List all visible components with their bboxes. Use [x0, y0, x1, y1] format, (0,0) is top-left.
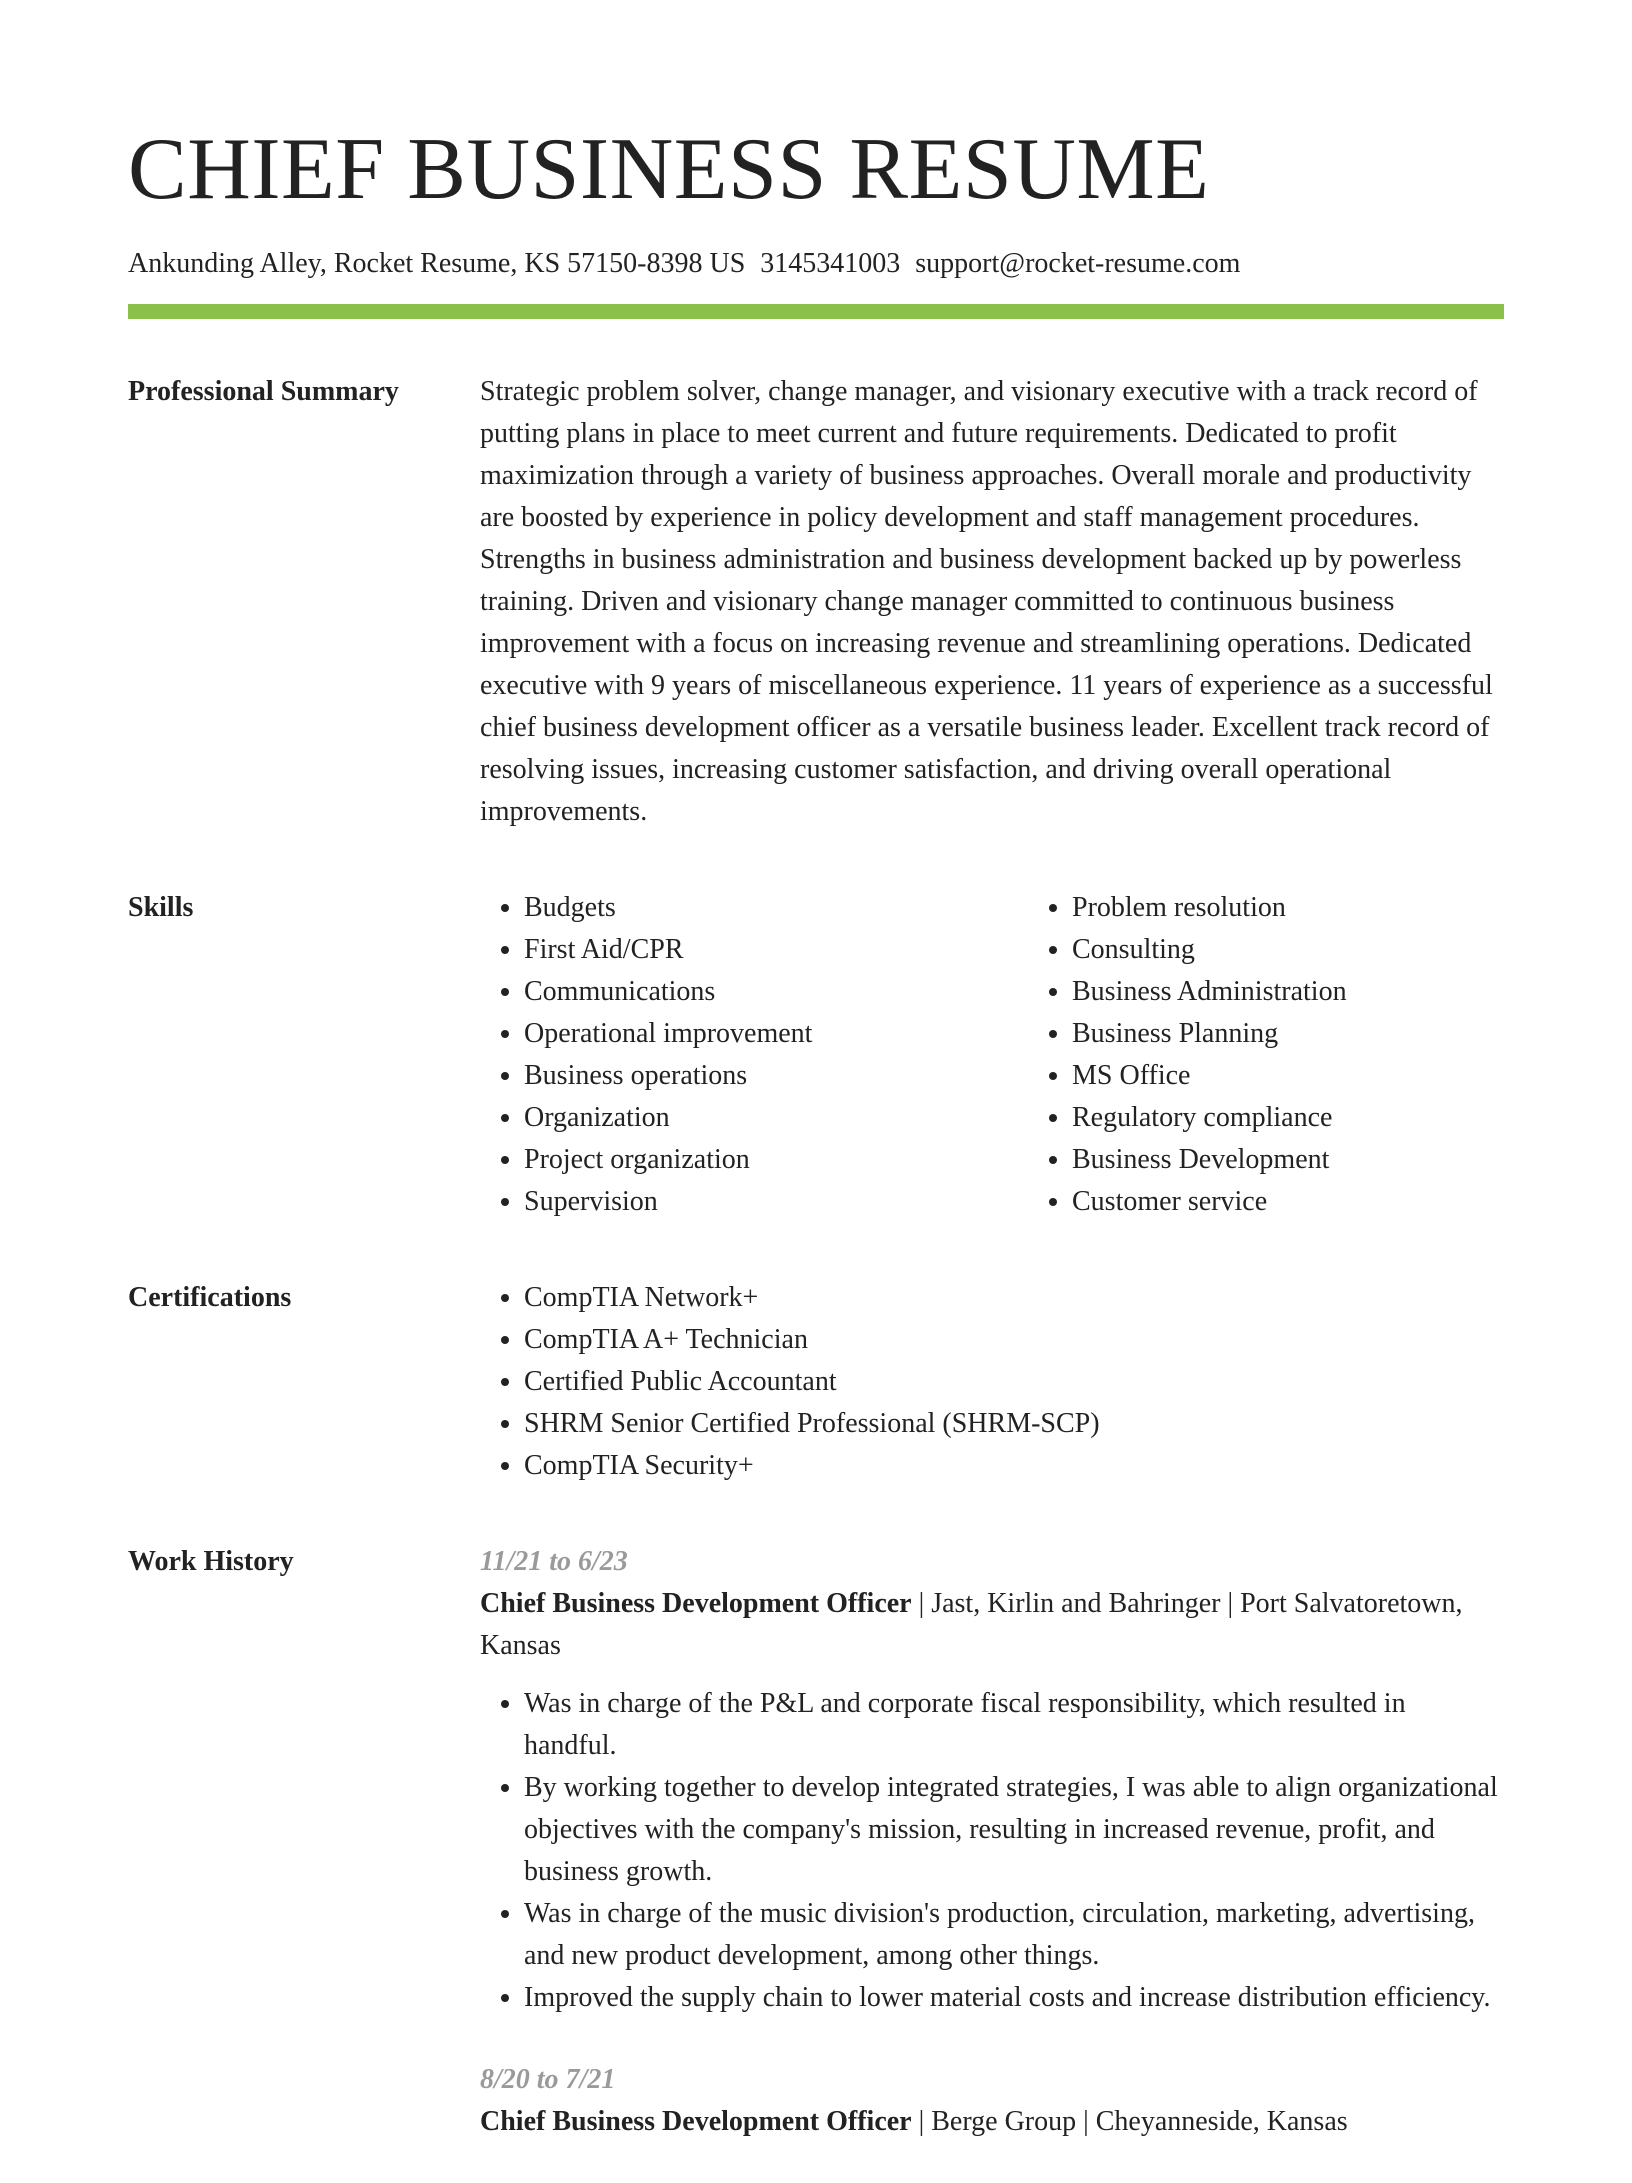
skills-grid [480, 887, 1504, 1223]
summary-body [480, 371, 1504, 833]
skills-heading: Skills [128, 892, 194, 923]
summary-heading: Professional Summary [128, 376, 399, 407]
summary-section [128, 371, 1504, 833]
job-bullet: • By working together to develop integrated strategies, I was able to align organizational objectives with the company's mission, resulting in increased revenue, profit, and business growth. [524, 1767, 1504, 1893]
skill-item: • Business Development [1072, 1139, 1504, 1181]
skills-section [128, 887, 1504, 1223]
skill-item: • Organization [524, 1097, 1028, 1139]
header-divider [128, 304, 1504, 319]
skill-item: • Business Planning [1072, 1013, 1504, 1055]
skill-item: • Operational improvement [524, 1013, 1028, 1055]
work-history-heading: Work History [128, 1546, 294, 1577]
certifications-list [480, 1277, 1504, 1487]
skills-list-right [1028, 887, 1504, 1223]
skill-item: • Communications [524, 971, 1028, 1013]
work-history-section [128, 1541, 1504, 2183]
skill-item: • First Aid/CPR [524, 929, 1028, 971]
skill-item: • Customer service [1072, 1181, 1504, 1223]
skill-item: • Business Administration [1072, 971, 1504, 1013]
skill-item: • Regulatory compliance [1072, 1097, 1504, 1139]
job-bullets [480, 1683, 1504, 2019]
skill-item: • Consulting [1072, 929, 1504, 971]
resume-name: CHIEF BUSINESS RESUME [128, 121, 1210, 218]
certification-item: • CompTIA Security+ [524, 1445, 1504, 1487]
job-dates: 8/20 to 7/21 [480, 2064, 616, 2095]
job-dates: 11/21 to 6/23 [480, 1546, 628, 1577]
summary-text: Strategic problem solver, change manager, and visionary executive with a track record of putting plans in place to meet current and future requirements. Dedicated to profit maximization through a variety of business approaches. Overall morale and productivity are boosted by experience in policy development and staff management procedures. Strengths in business administration and business development backed up by powerless training. Driven and visionary change manager committed to continuous business improvement with a focus on increasing revenue and streamlining operations. Dedicated executive with 9 years of miscellaneous experience. 11 years of experience as a successful chief business development officer as a versatile business leader. Excellent track record of resolving issues, increasing customer satisfaction, and driving overall operational improvements. [480, 376, 1493, 827]
skills-list-left [480, 887, 1028, 1223]
skill-item: • MS Office [1072, 1055, 1504, 1097]
job-bullet: • Improved the supply chain to lower material costs and increase distribution efficiency. [524, 1977, 1504, 2019]
certification-item: • CompTIA A+ Technician [524, 1319, 1504, 1361]
job-heading [480, 1583, 1504, 1667]
certification-item: • SHRM Senior Certified Professional (SHRM-SCP) [524, 1403, 1504, 1445]
job-bullet: • Was in charge of the music division's production, circulation, marketing, advertising, and new product development, among other things. [524, 1893, 1504, 1977]
job-employer-location: | Berge Group | Cheyanneside, Kansas [911, 2106, 1348, 2137]
job-entry [480, 1541, 1504, 2019]
job-bullet: • Was in charge of the P&L and corporate fiscal responsibility, which resulted in handful. [524, 1683, 1504, 1767]
certification-item: • CompTIA Network+ [524, 1277, 1504, 1319]
skill-item: • Project organization [524, 1139, 1028, 1181]
skill-item: • Budgets [524, 887, 1028, 929]
job-title: Chief Business Development Officer [480, 2106, 912, 2137]
skill-item: • Business operations [524, 1055, 1028, 1097]
job-title: Chief Business Development Officer [480, 1588, 912, 1619]
certifications-section [128, 1277, 1504, 1487]
job-entry [480, 2059, 1504, 2143]
skill-item: • Supervision [524, 1181, 1028, 1223]
job-heading [480, 2101, 1504, 2143]
skill-item: • Problem resolution [1072, 887, 1504, 929]
contact-email: support@rocket-resume.com [915, 248, 1241, 279]
certifications-heading: Certifications [128, 1282, 292, 1313]
contact-address: Ankunding Alley, Rocket Resume, KS 57150-8398 US [128, 248, 746, 279]
work-history-body [480, 1541, 1504, 2183]
certifications-body [480, 1277, 1504, 1487]
skills-body [480, 887, 1504, 1223]
job-employer-location: | Jast, Kirlin and Bahringer | Port Salvatoretown, Kansas [480, 1588, 1463, 1661]
contact-line [128, 246, 1504, 282]
contact-phone: 3145341003 [760, 248, 901, 279]
certification-item: • Certified Public Accountant [524, 1361, 1504, 1403]
